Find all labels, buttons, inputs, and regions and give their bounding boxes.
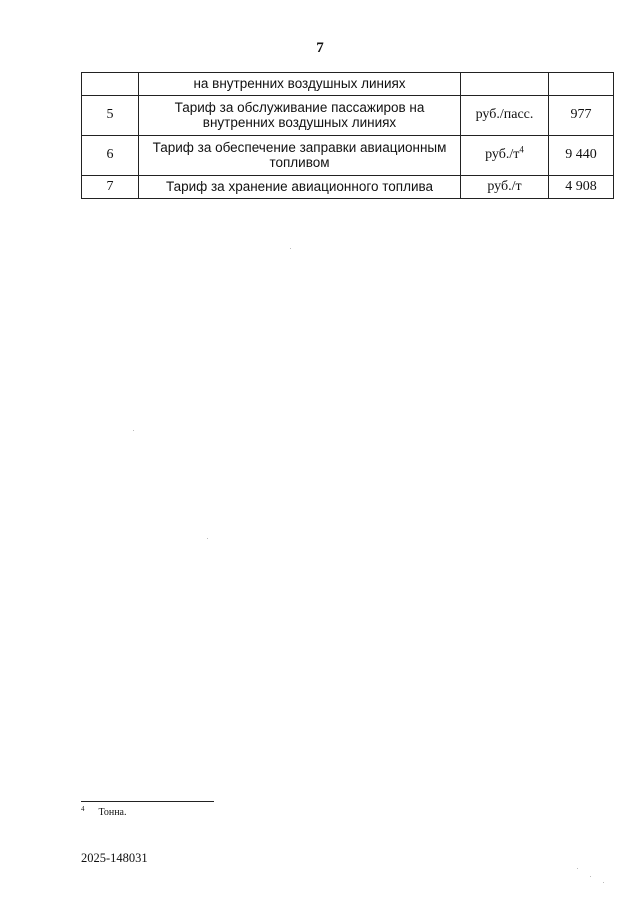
unit-text: руб./т xyxy=(487,178,522,194)
tariff-name-cell: Тариф за хранение авиационного топлива xyxy=(139,176,461,199)
value-cell: 9 440 xyxy=(549,136,614,176)
unit-text: руб./пасс. xyxy=(475,107,534,123)
scan-speck xyxy=(133,430,134,431)
scan-speck xyxy=(577,868,578,869)
table-row xyxy=(82,96,614,136)
table-row-continuation xyxy=(82,73,614,96)
scan-speck xyxy=(603,882,604,883)
unit-cell xyxy=(461,176,549,199)
unit-footnote-ref: 4 xyxy=(519,144,524,155)
page-number: 7 xyxy=(316,40,324,56)
unit-cell xyxy=(461,136,549,176)
unit-text: руб./т xyxy=(485,147,520,163)
tariff-name-cell: Тариф за обслуживание пассажиров на внутренних воздушных линиях xyxy=(139,96,461,136)
unit-cell xyxy=(461,73,549,96)
table-row xyxy=(82,176,614,199)
row-number-cell: 5 xyxy=(82,96,139,136)
value-cell: 4 908 xyxy=(549,176,614,199)
table-row xyxy=(82,136,614,176)
unit-cell xyxy=(461,96,549,136)
row-number-cell xyxy=(82,73,139,96)
footnote-separator xyxy=(81,801,214,802)
scan-speck xyxy=(290,248,291,249)
document-number: 2025-148031 xyxy=(81,851,148,865)
footnote-mark: 4 xyxy=(81,804,85,813)
row-number-cell: 7 xyxy=(82,176,139,199)
value-cell: 977 xyxy=(549,96,614,136)
row-number-cell: 6 xyxy=(82,136,139,176)
footnote-text: Тонна. xyxy=(98,807,127,818)
value-cell xyxy=(549,73,614,96)
tariff-name-cell: на внутренних воздушных линиях xyxy=(139,73,461,96)
scan-speck xyxy=(590,876,591,877)
footnote xyxy=(81,804,127,818)
tariff-name-cell: Тариф за обеспечение заправки авиационным топливом xyxy=(139,136,461,176)
scan-speck xyxy=(207,538,208,539)
tariff-table xyxy=(81,72,614,199)
